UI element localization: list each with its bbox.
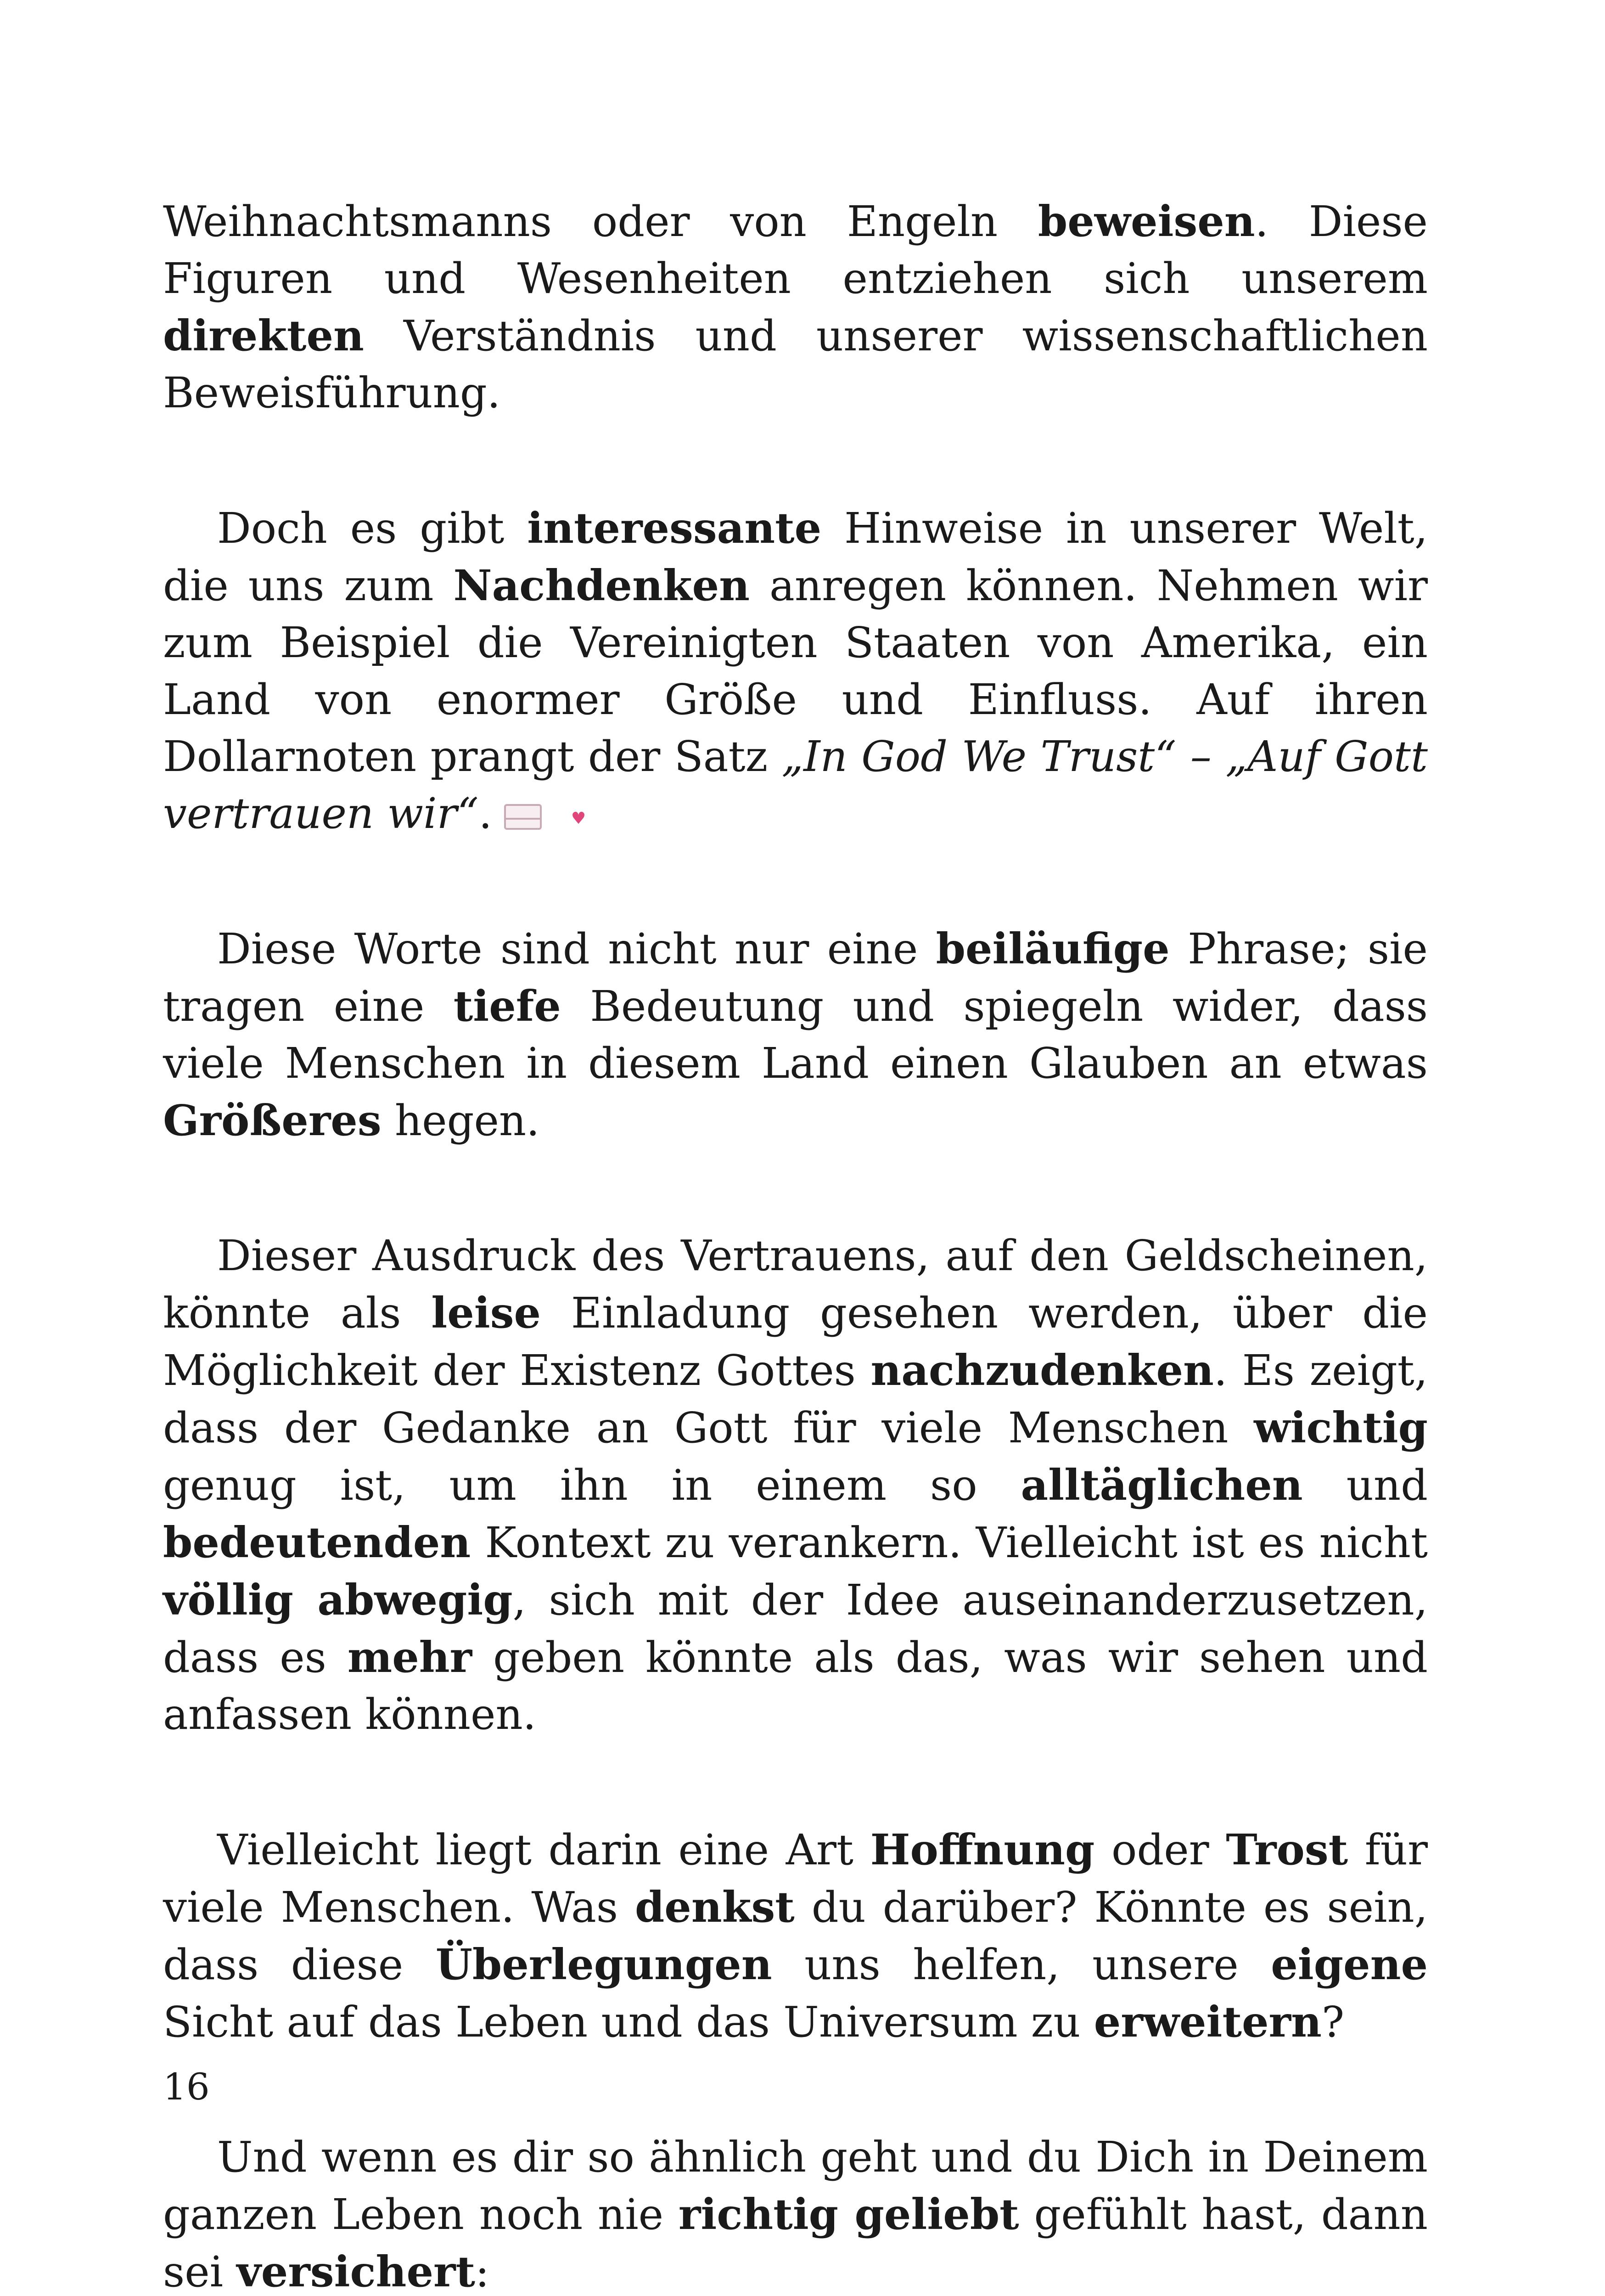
text-run: uns helfen, unsere	[772, 1940, 1271, 1989]
paragraph-5	[163, 1821, 1428, 2051]
emphasis-bold: leise	[431, 1288, 541, 1338]
text-run: . Es zeigt, dass der Gedanke an Gott für viele Menschen	[163, 1346, 1428, 1452]
text-run: Kontext zu verankern. Vielleicht ist es nicht	[471, 1518, 1428, 1567]
text-run: gefühlt hast, dann sei	[163, 2190, 1428, 2296]
emphasis-bold: Nachdenken	[453, 561, 750, 610]
text-run: für viele Menschen. Was	[163, 1825, 1428, 1932]
emphasis-bold: direkten	[163, 311, 364, 360]
emphasis-bold: Trost	[1226, 1825, 1348, 1874]
quote-italic: „In God We Trust“ – „Auf Gott vertrauen wir“	[163, 732, 1428, 838]
emphasis-bold: mehr	[347, 1632, 472, 1682]
emphasis-bold: Überlegungen	[435, 1940, 772, 1989]
emphasis-bold: eigene	[1271, 1940, 1428, 1989]
emphasis-bold: Größeres	[163, 1096, 382, 1145]
text-run: Einladung gesehen werden, über die Möglichkeit der Existenz Gottes	[163, 1289, 1428, 1395]
emphasis-bold: bedeutenden	[163, 1518, 471, 1567]
emphasis-bold: beiläufige	[936, 924, 1170, 974]
emphasis-bold: erweitern	[1094, 1997, 1322, 2047]
page-number: 16	[163, 2065, 210, 2108]
love-letter-icon	[504, 804, 586, 830]
text-run: Diese Worte sind nicht nur eine	[217, 924, 936, 974]
text-run: , sich mit der Idee auseinanderzusetzen, dass es	[163, 1576, 1428, 1682]
text-run: Und wenn es dir so ähnlich geht und du Dich in Deinem ganzen Leben noch nie	[163, 2133, 1428, 2239]
emphasis-bold: wichtig	[1254, 1403, 1428, 1452]
text-run: Dieser Ausdruck des Vertrauens, auf den Geldscheinen, könnte als	[163, 1231, 1428, 1338]
text-run: Verständnis und unserer wissenschaftlichen Beweisführung.	[163, 311, 1428, 417]
text-run: Sicht auf das Leben und das Universum zu	[163, 1998, 1094, 2047]
text-run: Weihnachtsmanns oder von Engeln	[163, 197, 1038, 246]
text-run: Vielleicht liegt darin eine Art	[217, 1825, 870, 1874]
text-run: Bedeutung und spiegeln wider, dass viele Menschen in diesem Land einen Glauben an etwas	[163, 982, 1428, 1088]
emphasis-bold: interessante	[527, 503, 822, 553]
text-run: anregen können. Nehmen wir zum Beispiel die Vereinigten Staaten von Amerika, ein Land von enormer Größe und Einfluss. Auf ihren Dollarnoten prangt der Satz	[163, 561, 1428, 781]
heart-icon: ♥	[571, 809, 586, 828]
text-run: Phrase; sie tragen eine	[163, 924, 1428, 1031]
emphasis-bold: denkst	[634, 1882, 795, 1932]
emphasis-bold: versichert	[236, 2247, 475, 2296]
paragraph-1	[163, 193, 1428, 422]
text-run: hegen.	[381, 1096, 540, 1145]
text-run: und	[1302, 1461, 1428, 1510]
text-run: :	[475, 2247, 489, 2296]
text-run: Doch es gibt	[217, 504, 528, 553]
paragraph-3	[163, 920, 1428, 1149]
text-run: genug ist, um ihn in einem so	[163, 1461, 1021, 1510]
text-run: ?	[1321, 1998, 1345, 2047]
emphasis-bold: beweisen	[1038, 197, 1255, 246]
body-text	[163, 193, 1428, 2296]
text-run: . Diese Figuren und Wesenheiten entziehen sich unserem	[163, 197, 1428, 303]
paragraph-6	[163, 2129, 1428, 2296]
emphasis-bold: völlig abwegig	[163, 1575, 513, 1625]
paragraph-2	[163, 500, 1428, 842]
text-run: du darüber? Könnte es sein, dass diese	[163, 1883, 1428, 1989]
emphasis-bold: nachzudenken	[870, 1345, 1214, 1395]
emphasis-bold: richtig geliebt	[678, 2189, 1019, 2239]
text-run: geben könnte als das, was wir sehen und anfassen können.	[163, 1633, 1428, 1739]
emphasis-bold: tiefe	[453, 981, 561, 1031]
text-run: oder	[1094, 1825, 1226, 1874]
emphasis-bold: Hoffnung	[870, 1825, 1095, 1874]
emphasis-bold: alltäglichen	[1021, 1460, 1303, 1510]
paragraph-4	[163, 1227, 1428, 1743]
text-run: .	[478, 789, 492, 838]
text-run: Hinweise in unserer Welt, die uns zum	[163, 504, 1428, 610]
